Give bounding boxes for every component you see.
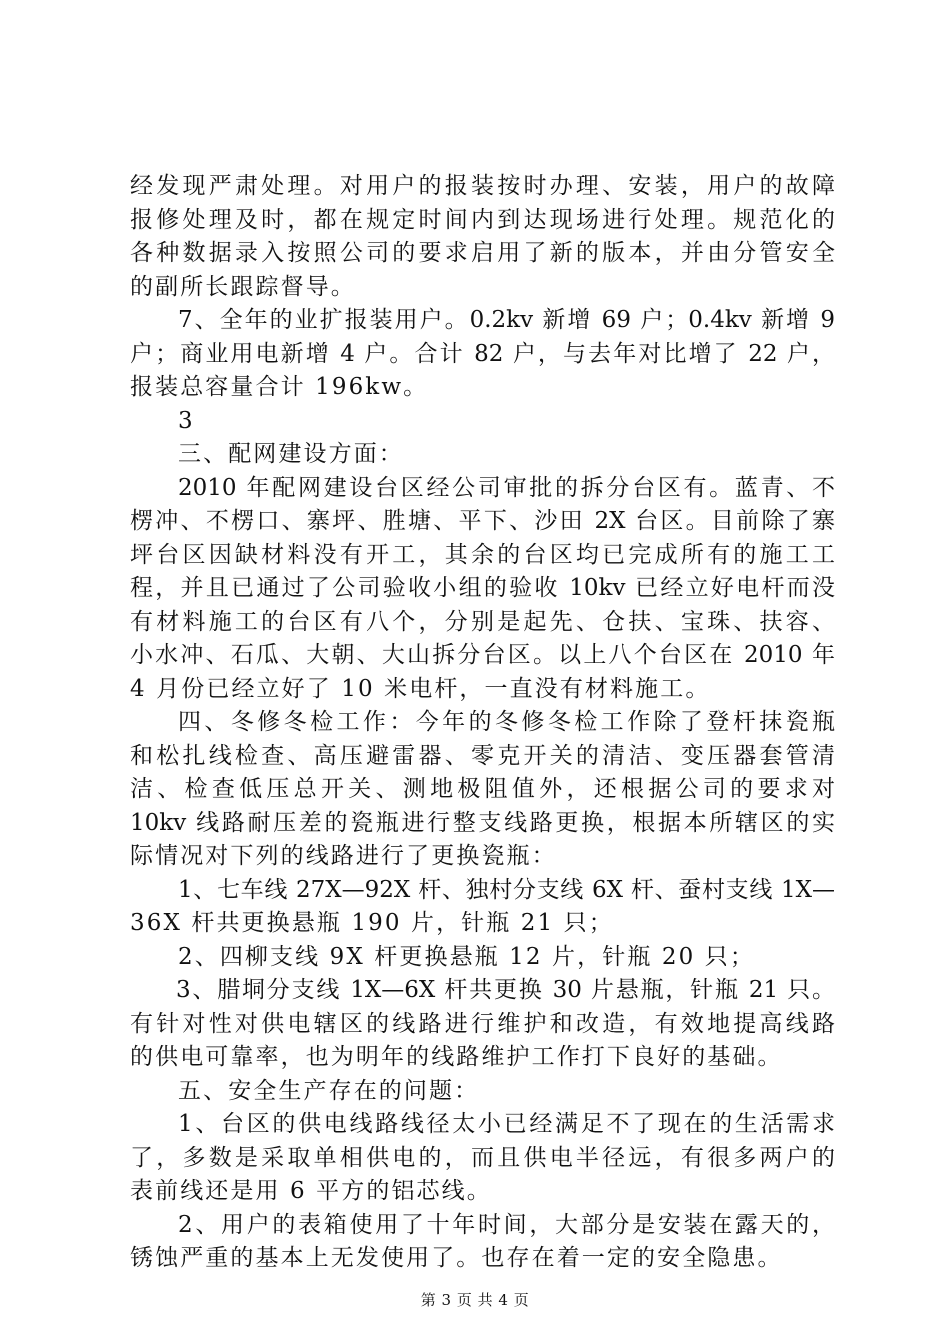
section-heading: 五、安全生产存在的问题： [178,1077,480,1104]
text-line: 经发现严肃处理。对用户的报装按时办理、安装，用户的故障 [130,173,835,199]
text-line: 坪台区因缺材料没有开工，其余的台区均已完成所有的施工工 [130,541,835,568]
text-line: 36X 杆共更换悬瓶 190 片，针瓶 21 只； [130,910,614,936]
text-line: 锈蚀严重的基本上无发使用了。也存在着一定的安全隐患。 [130,1245,783,1271]
list-item: 2、四柳支线 9X 杆更换悬瓶 12 片，针瓶 20 只； [178,943,755,970]
page-number-inline: 3 [178,407,195,434]
text-line: 有针对性对供电辖区的线路进行维护和改造，有效地提高线路 [130,1010,835,1037]
text-line: 4 月份已经立好了 10 米电杆，一直没有材料施工。 [130,675,711,702]
text-line: 小水冲、石瓜、大朝、大山拆分台区。以上八个台区在 2010 年 [130,642,835,668]
text-line: 有材料施工的台区有八个，分别是起先、仓扶、宝珠、扶容、 [130,608,835,635]
text-line: 7、全年的业扩报装用户。0.2kv 新增 69 户；0.4kv 新增 9 [178,307,835,333]
list-item: 1、台区的供电线路线径太小已经满足不了现在的生活需求 [178,1111,835,1137]
text-line: 表前线还是用 6 平方的铝芯线。 [130,1178,492,1204]
list-item: 1、七车线 27X—92X 杆、独村分支线 6X 杆、蚕村支线 1X— [178,876,835,903]
document-body [130,170,835,1276]
list-item: 3、腊垌分支线 1X—6X 杆共更换 30 片悬瓶，针瓶 21 只。 [176,977,835,1003]
section-heading: 四、冬修冬检工作：今年的冬修冬检工作除了登杆抹瓷瓶 [178,709,835,735]
text-line: 了，多数是采取单相供电的，而且供电半径远，有很多两户的 [130,1144,835,1171]
text-line: 10kv 线路耐压差的瓷瓶进行整支线路更换，根据本所辖区的实 [130,809,835,836]
text-line: 和松扎线检查、高压避雷器、零克开关的清洁、变压器套管清 [130,742,835,769]
page-footer: 第 3 页 共 4 页 [420,1291,530,1309]
section-heading: 三、配网建设方面： [178,441,404,467]
text-line: 的副所长跟踪督导。 [130,273,356,300]
text-line: 报装总容量合计 196kw。 [130,374,429,400]
text-line: 楞冲、不楞口、寨坪、胜塘、平下、沙田 2X 台区。目前除了寨 [130,508,835,534]
text-line: 的供电可靠率，也为明年的线路维护工作打下良好的基础。 [130,1044,783,1070]
text-line: 际情况对下列的线路进行了更换瓷瓶： [130,843,557,869]
text-line: 各种数据录入按照公司的要求启用了新的版本，并由分管安全 [130,240,835,266]
text-line: 程，并且已通过了公司验收小组的验收 10kv 已经立好电杆而没 [130,575,835,601]
list-item: 2、用户的表箱使用了十年时间，大部分是安装在露天的， [178,1211,835,1238]
text-line: 2010 年配网建设台区经公司审批的拆分台区有。蓝青、不 [178,474,835,501]
text-line: 户；商业用电新增 4 户。合计 82 户，与去年对比增了 22 户， [130,340,835,367]
text-line: 报修处理及时，都在规定时间内到达现场进行处理。规范化的 [130,206,835,233]
text-line: 洁、检查低压总开关、测地极阻值外，还根据公司的要求对 [130,776,835,802]
